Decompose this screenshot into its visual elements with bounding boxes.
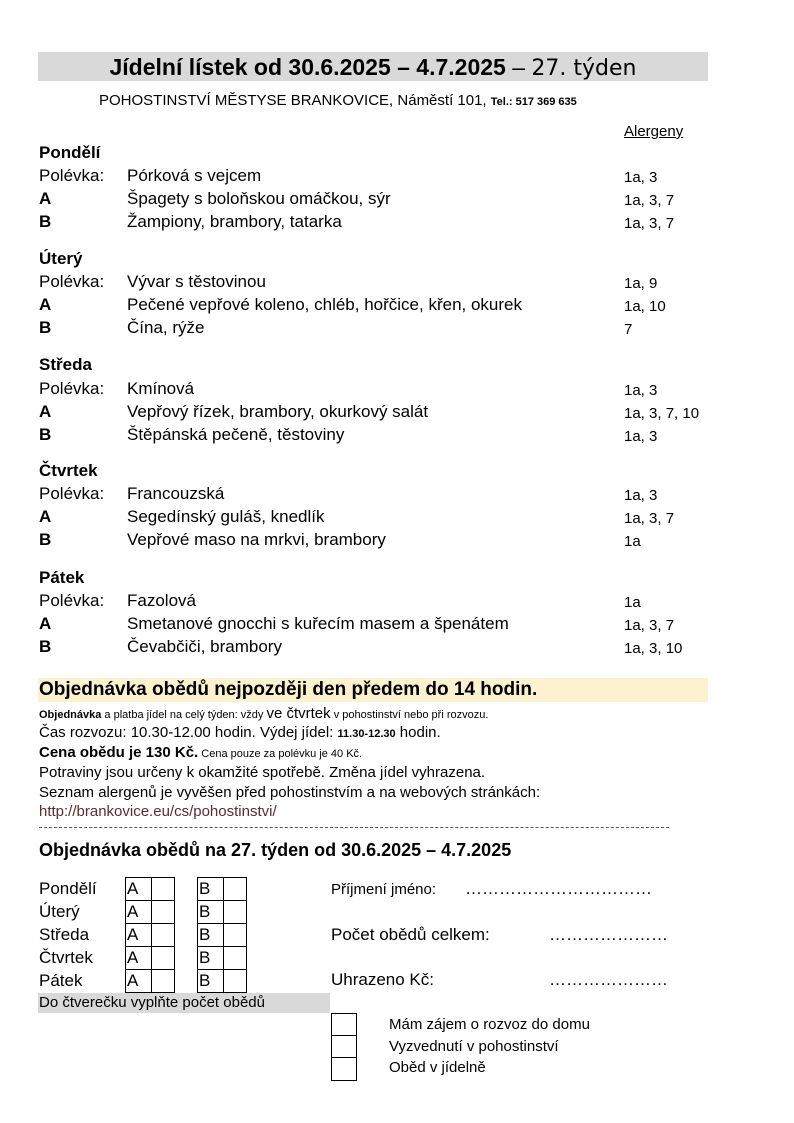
order-day: ve čtvrtek <box>266 705 331 722</box>
option-a-label: A <box>126 878 152 901</box>
soup-price: Cena pouze za polévku je 40 Kč. <box>198 748 363 760</box>
allergen-codes: 1a, 3, 7, 10 <box>624 405 700 422</box>
option-b-label: B <box>198 970 224 993</box>
order-info-line-5: Seznam alergenů je vyvěšen před pohostinstvím a na webových stránkách: <box>39 784 541 801</box>
allergen-codes: 1a <box>624 594 641 611</box>
cut-line <box>39 827 669 828</box>
hours-suffix: hodin. <box>395 724 441 741</box>
dish-name: Smetanové gnocchi s kuřecím masem a špenátem <box>127 614 509 633</box>
option-a-label: A <box>126 924 152 947</box>
count-field[interactable]: ………………… <box>549 925 668 944</box>
order-place: v pohostinství nebo při rozvozu. <box>330 709 489 721</box>
allergen-codes: 7 <box>624 321 633 338</box>
allergen-codes: 1a, 3 <box>624 169 658 186</box>
dine-in-checkbox[interactable] <box>332 1058 356 1080</box>
dish-name: Štěpánská pečeně, těstoviny <box>127 425 345 444</box>
delivery-checkbox[interactable] <box>332 1014 356 1036</box>
day-title-friday: Pátek <box>39 568 85 587</box>
order-word: Objednávka <box>39 709 102 721</box>
dish-name: Segedínský guláš, knedlík <box>127 507 325 526</box>
option-b-label: B <box>198 924 224 947</box>
paid-field[interactable]: ………………… <box>549 970 668 989</box>
option-b-label: B <box>198 878 224 901</box>
order-info-line-4: Potraviny jsou určeny k okamžité spotřebě. Změna jídel vyhrazena. <box>39 764 486 781</box>
menu-label: A <box>39 614 52 633</box>
menu-label: B <box>39 637 52 656</box>
allergen-codes: 1a, 3, 10 <box>624 640 683 657</box>
allergen-codes: 1a, 10 <box>624 298 666 315</box>
fill-note: Do čtverečku vyplňte počet obědů <box>39 994 265 1011</box>
dine-in-option-label: Oběd v jídelně <box>389 1059 486 1076</box>
delivery-option-label: Mám zájem o rozvoz do domu <box>389 1016 590 1033</box>
dish-name: Čína, rýže <box>127 318 205 337</box>
allergen-codes: 1a <box>624 533 641 550</box>
page-title <box>38 52 708 84</box>
dish-name: Špagety s boloňskou omáčkou, sýr <box>127 189 391 208</box>
website-link[interactable]: http://brankovice.eu/cs/pohostinstvi/ <box>39 803 277 820</box>
option-a-label: A <box>126 970 152 993</box>
menu-label: B <box>39 425 52 444</box>
count-box[interactable] <box>152 901 175 924</box>
menu-label: Polévka: <box>39 484 105 503</box>
option-b-label: B <box>198 947 224 970</box>
form-day-label: Úterý <box>39 902 80 921</box>
allergen-codes: 1a, 3 <box>624 382 658 399</box>
name-field[interactable]: …………………………… <box>465 879 652 898</box>
menu-label: B <box>39 318 52 337</box>
count-box[interactable] <box>224 970 247 993</box>
form-title: Objednávka obědů na 27. týden od 30.6.2025 – 4.7.2025 <box>39 840 512 860</box>
menu-label: A <box>39 295 52 314</box>
dish-name: Vývar s těstovinou <box>127 272 266 291</box>
lunch-price: Cena obědu je 130 Kč. <box>39 744 199 761</box>
pickup-option-label: Vyzvednutí v pohostinství <box>389 1038 559 1055</box>
pickup-checkbox[interactable] <box>332 1036 356 1058</box>
dish-name: Fazolová <box>127 591 196 610</box>
dish-name: Francouzská <box>127 484 225 503</box>
order-text: a platba jídel na celý týden: vždy <box>101 709 267 721</box>
dish-name: Čevabčiči, brambory <box>127 637 282 656</box>
restaurant-name: POHOSTINSTVÍ MĚSTYSE BRANKOVICE, Náměstí 101, <box>99 92 491 109</box>
day-title-monday: Pondělí <box>39 143 101 162</box>
dish-name: Vepřové maso na mrkvi, brambory <box>127 530 386 549</box>
menu-label: A <box>39 189 52 208</box>
restaurant-address <box>99 92 577 109</box>
form-day-label: Pátek <box>39 971 83 990</box>
day-title-tuesday: Úterý <box>39 249 83 268</box>
checkbox-column <box>331 1013 357 1081</box>
count-box[interactable] <box>224 901 247 924</box>
allergen-codes: 1a, 3 <box>624 428 658 445</box>
menu-label: B <box>39 212 52 231</box>
order-info-line-2 <box>39 724 441 741</box>
option-b-label: B <box>198 901 224 924</box>
menu-label: Polévka: <box>39 379 105 398</box>
title-text: Jídelní lístek od 30.6.2025 – 4.7.2025 <box>109 54 506 80</box>
option-b-grid <box>197 877 247 993</box>
tel-label: Tel.: <box>490 96 513 108</box>
allergen-codes: 1a, 9 <box>624 275 658 292</box>
count-box[interactable] <box>152 947 175 970</box>
order-info-line-3 <box>39 744 362 761</box>
form-day-label: Středa <box>39 925 90 944</box>
form-day-label: Pondělí <box>39 879 97 898</box>
allergens-header: Alergeny <box>624 123 684 140</box>
option-a-grid <box>125 877 175 993</box>
allergen-codes: 1a, 3, 7 <box>624 192 675 209</box>
dish-name: Pórková s vejcem <box>127 166 262 185</box>
dish-name: Žampiony, brambory, tatarka <box>127 212 342 231</box>
allergen-codes: 1a, 3, 7 <box>624 617 675 634</box>
count-label: Počet obědů celkem: <box>331 925 490 944</box>
menu-label: Polévka: <box>39 272 105 291</box>
count-box[interactable] <box>224 947 247 970</box>
serving-time: 11.30-12.30 <box>337 728 396 740</box>
count-box[interactable] <box>152 924 175 947</box>
order-headline: Objednávka obědů nejpozději den předem do 14 hodin. <box>39 679 538 700</box>
count-box[interactable] <box>152 878 175 901</box>
week-label: 27. týden <box>531 56 637 81</box>
count-box[interactable] <box>152 970 175 993</box>
title-dash: – <box>505 54 532 80</box>
dish-name: Pečené vepřové koleno, chléb, hořčice, křen, okurek <box>127 295 523 314</box>
dish-name: Vepřový řízek, brambory, okurkový salát <box>127 402 429 421</box>
menu-label: A <box>39 507 52 526</box>
allergen-codes: 1a, 3 <box>624 487 658 504</box>
delivery-time: Čas rozvozu: 10.30-12.00 hodin. Výdej jídel: <box>39 724 338 741</box>
option-a-label: A <box>126 901 152 924</box>
count-box[interactable] <box>224 878 247 901</box>
menu-label: A <box>39 402 52 421</box>
count-box[interactable] <box>224 924 247 947</box>
dish-name: Kmínová <box>127 379 195 398</box>
allergen-codes: 1a, 3, 7 <box>624 215 675 232</box>
option-a-label: A <box>126 947 152 970</box>
allergen-codes: 1a, 3, 7 <box>624 510 675 527</box>
day-title-wednesday: Středa <box>39 355 92 374</box>
menu-label: Polévka: <box>39 591 105 610</box>
menu-label: B <box>39 530 52 549</box>
form-day-label: Čtvrtek <box>39 948 93 967</box>
order-info-line-1 <box>39 705 488 722</box>
day-title-thursday: Čtvrtek <box>39 461 98 480</box>
name-label: Příjmení jméno: <box>331 881 437 898</box>
tel-number: 517 369 635 <box>512 96 577 108</box>
menu-label: Polévka: <box>39 166 105 185</box>
paid-label: Uhrazeno Kč: <box>331 970 434 989</box>
